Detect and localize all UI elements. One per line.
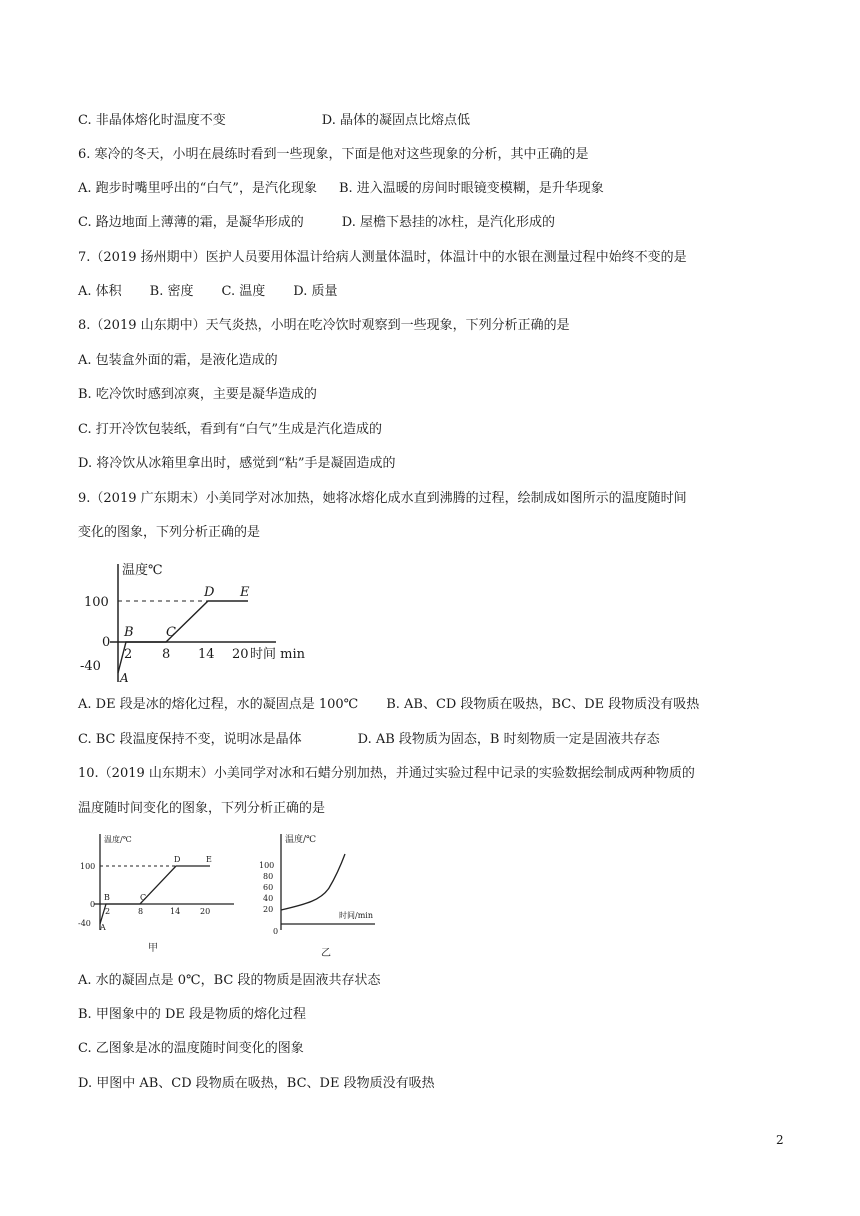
q10-yi-curve [281,854,345,910]
q10-jia-point-c: C [140,893,147,902]
q8-option-b: B. 吃冷饮时感到凉爽，主要是凝华造成的 [78,387,317,402]
q9-point-e: E [240,585,250,600]
q10-stem-line-1: 10.（2019 山东期末）小美同学对冰和石蜡分别加热，并通过实验过程中记录的实验数据绘制成两种物质的 [78,766,695,781]
q10-yi-ytick-60: 60 [263,883,274,892]
q9-option-c: C. BC 段温度保持不变，说明冰是晶体 [78,732,302,747]
q10-yi-ytick-80: 80 [263,872,274,881]
q9-point-c: C [166,625,176,640]
q10-jia-ytick-100: 100 [80,862,96,871]
q6-options-row-1 [78,180,604,198]
q8-option-a: A. 包装盒外面的霜，是液化造成的 [78,353,278,368]
q10-graph-jia [78,830,243,955]
q10-option-a: A. 水的凝固点是 0℃，BC 段的物质是固液共存状态 [78,973,381,988]
q7-options-row [78,283,337,301]
q10-graph-yi [255,830,385,960]
q10-jia-xtick-20: 20 [200,907,211,916]
q9-point-b: B [124,625,134,640]
q9-stem-line-2: 变化的图象，下列分析正确的是 [78,525,261,540]
q7-option-a: A. 体积 [78,284,122,299]
q10-yi-caption: 乙 [321,948,331,959]
q10-jia-xtick-8: 8 [138,907,144,916]
q10-jia-ylabel: 温度/℃ [104,835,132,844]
q10-jia-point-d: D [174,855,181,864]
q5-options-row [78,112,470,130]
q9-xtick-2: 2 [124,647,133,662]
q10-yi-ylabel: 温度/℃ [285,835,317,845]
q9-option-b: B. AB、CD 段物质在吸热，BC、DE 段物质没有吸热 [386,697,700,712]
q9-options-row-1 [78,696,699,714]
q6-option-c: C. 路边地面上薄薄的霜，是凝华形成的 [78,215,304,230]
q10-jia-ytick-0: 0 [90,900,96,909]
q10-option-d: D. 甲图中 AB、CD 段物质在吸热，BC、DE 段物质没有吸热 [78,1076,435,1091]
q10-yi-ytick-40: 40 [263,894,274,903]
q9-ytick-0: 0 [102,635,111,650]
q9-temperature-graph [80,558,360,688]
q9-point-d: D [204,585,215,600]
q10-yi-ytick-20: 20 [263,905,274,914]
q10-jia-point-a: A [100,923,106,932]
q6-option-b: B. 进入温暖的房间时眼镜变模糊，是升华现象 [338,181,604,196]
q10-yi-xlabel: 时间/min [339,911,373,920]
q9-option-d: D. AB 段物质为固态，B 时刻物质一定是固液共存态 [357,732,660,747]
q9-ytick-neg40: -40 [80,659,101,674]
q9-ytick-100: 100 [84,595,109,610]
q6-option-d: D. 屋檐下悬挂的冰柱，是汽化形成的 [341,215,555,230]
q10-jia-xtick-14: 14 [170,907,181,916]
q10-stem-line-2: 温度随时间变化的图象，下列分析正确的是 [78,801,326,816]
q5-option-d: D. 晶体的凝固点比熔点低 [321,113,470,128]
q10-jia-point-e: E [206,855,212,864]
q9-curve [118,601,248,673]
q9-xtick-8: 8 [162,647,171,662]
q7-option-c: C. 温度 [221,284,266,299]
q10-option-c: C. 乙图象是冰的温度随时间变化的图象 [78,1041,304,1056]
q9-xtick-14: 14 [198,647,215,662]
q9-ylabel: 温度℃ [122,563,163,578]
q7-option-b: B. 密度 [149,284,194,299]
q8-stem: 8.（2019 山东期中）天气炎热，小明在吃冷饮时观察到一些现象，下列分析正确的是 [78,318,570,333]
q10-option-b: B. 甲图象中的 DE 段是物质的熔化过程 [78,1007,306,1022]
q8-option-d: D. 将冷饮从冰箱里拿出时，感觉到“粘”手是凝固造成的 [78,456,396,471]
q9-point-a: A [120,671,129,685]
q9-option-a: A. DE 段是冰的熔化过程，水的凝固点是 100℃ [78,697,359,712]
q9-xtick-20: 20 [232,647,249,662]
q6-stem: 6. 寒冷的冬天，小明在晨练时看到一些现象，下面是他对这些现象的分析，其中正确的是 [78,147,589,162]
q10-jia-curve [100,866,210,924]
page-number: 2 [776,1133,784,1147]
q10-jia-xtick-2: 2 [105,907,111,916]
q10-jia-ytick-neg40: -40 [78,919,91,928]
q10-jia-point-b: B [104,893,110,902]
q5-option-c: C. 非晶体熔化时温度不变 [78,113,226,128]
q6-options-row-2 [78,214,555,232]
q10-yi-origin: 0 [273,927,279,936]
q7-option-d: D. 质量 [293,284,338,299]
q10-yi-ytick-100: 100 [259,861,275,870]
q8-option-c: C. 打开冷饮包装纸，看到有“白气”生成是汽化造成的 [78,422,383,437]
q9-stem-line-1: 9.（2019 广东期末）小美同学对冰加热，她将冰熔化成水直到沸腾的过程，绘制成如图所示的温度随时间 [78,491,687,506]
q6-option-a: A. 跑步时嘴里呼出的“白气”，是汽化现象 [78,181,317,196]
q7-stem: 7.（2019 扬州期中）医护人员要用体温计给病人测量体温时，体温计中的水银在测量过程中始终不变的是 [78,250,687,265]
q9-options-row-2 [78,731,660,749]
q10-jia-caption: 甲 [148,943,158,954]
q9-xlabel: 时间 min [250,647,305,662]
